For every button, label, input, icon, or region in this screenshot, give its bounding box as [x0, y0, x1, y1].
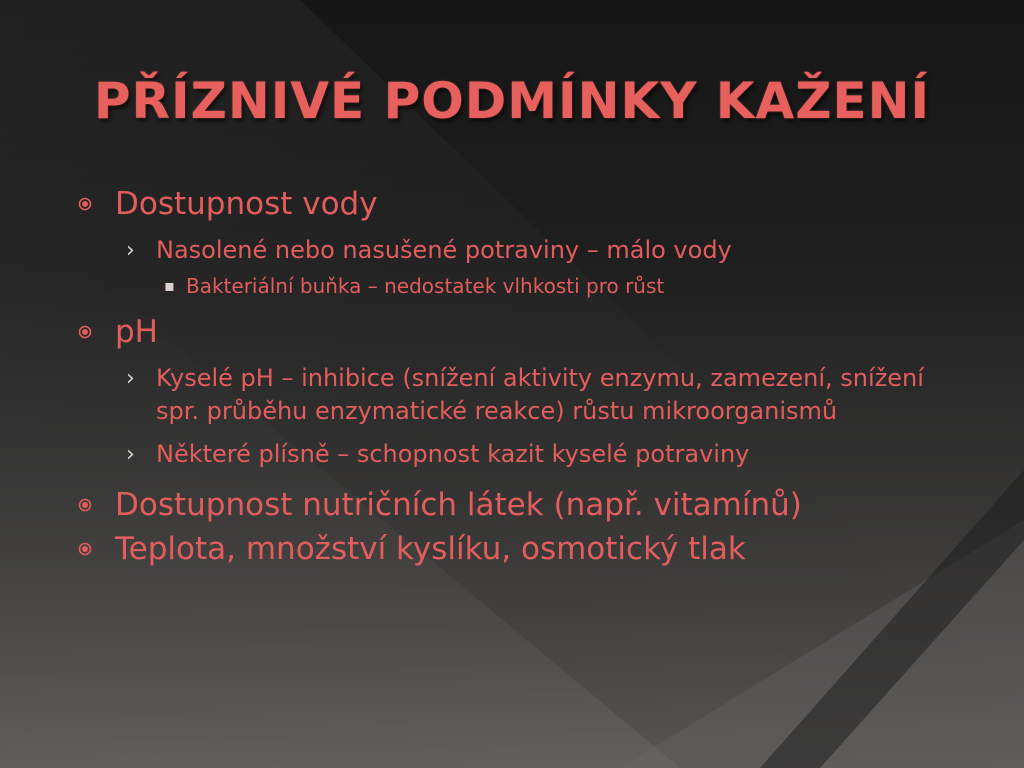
bullet-level2: [70, 362, 970, 428]
bullet-text: pH: [115, 314, 158, 350]
chevron-bullet-icon: ›: [126, 442, 135, 467]
circle-bullet-icon: [78, 498, 92, 512]
bullet-list: [70, 180, 970, 569]
circle-bullet-icon: [78, 542, 92, 556]
bullet-text: Teplota, množství kyslíku, osmotický tlak: [115, 531, 746, 567]
bullet-text: Dostupnost vody: [115, 186, 378, 222]
bullet-text: Dostupnost nutričních látek (např. vitamínů): [115, 487, 802, 523]
bullet-text: Nasolené nebo nasušené potraviny – málo vody: [156, 236, 732, 264]
bullet-level1: [70, 312, 970, 352]
circle-bullet-icon: [78, 197, 92, 211]
slide-title: PŘÍZNIVÉ PODMÍNKY KAŽENÍ: [93, 72, 931, 130]
bullet-level1: [70, 485, 970, 525]
bullet-level1: [70, 529, 970, 569]
bullet-level3: [70, 272, 970, 300]
chevron-bullet-icon: ›: [126, 366, 135, 391]
chevron-bullet-icon: ›: [126, 238, 135, 263]
circle-bullet-icon: [78, 325, 92, 339]
bullet-level1: [70, 184, 970, 224]
bullet-text: Kyselé pH – inhibice (snížení aktivity enzymu, zamezení, snížení spr. průběhu enzymatické reakce) růstu mikroorganismů: [156, 364, 924, 425]
bullet-level2: [70, 438, 970, 471]
bullet-text: Některé plísně – schopnost kazit kyselé potraviny: [156, 440, 750, 468]
square-bullet-icon: ▪: [164, 276, 175, 295]
bullet-text: Bakteriální buňka – nedostatek vlhkosti pro růst: [186, 274, 665, 298]
bullet-level2: [70, 234, 970, 267]
